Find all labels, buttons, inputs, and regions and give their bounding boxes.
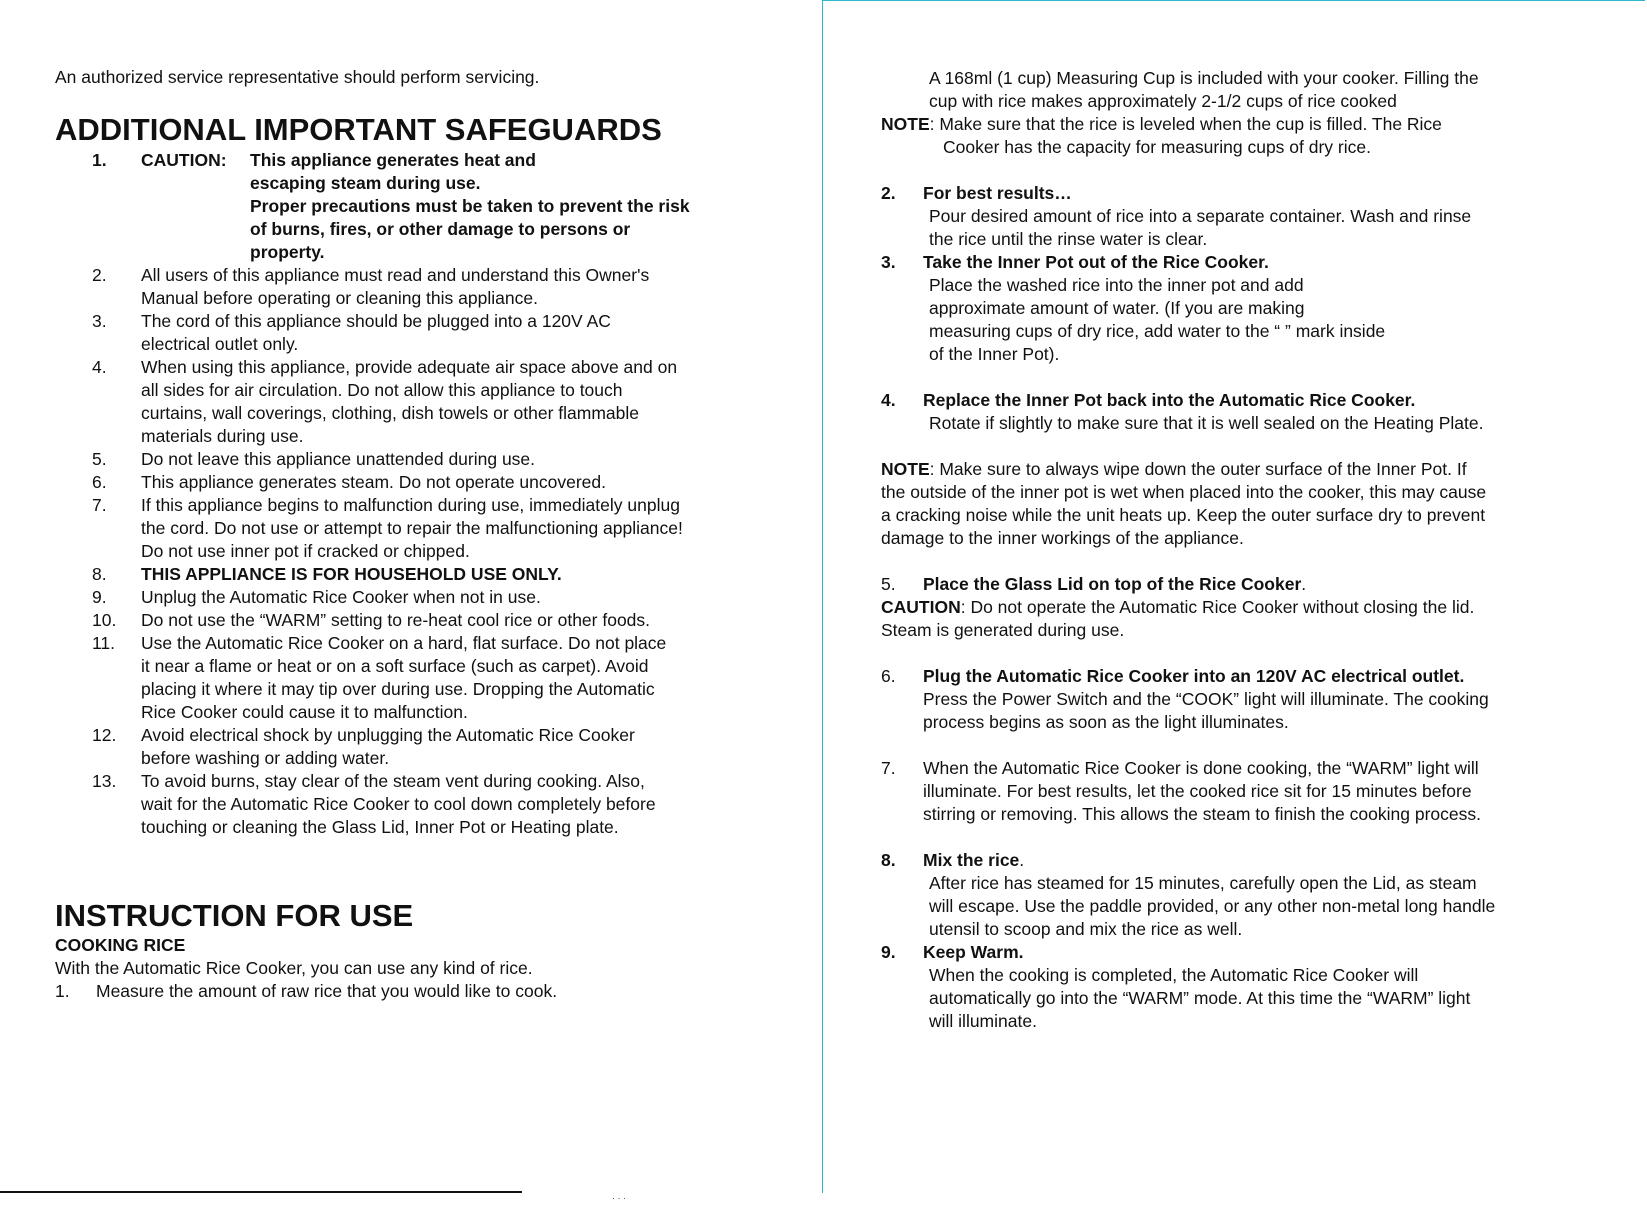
safeguard-line: electrical outlet only.: [141, 334, 299, 354]
safeguard-line: wait for the Automatic Rice Cooker to cool down completely before: [141, 794, 656, 814]
step-9-line: When the cooking is completed, the Automatic Rice Cooker will: [929, 965, 1419, 985]
safeguard-line: Rice Cooker could cause it to malfunction.: [141, 702, 468, 722]
note-2: [881, 458, 1467, 481]
caution-line: Proper precautions must be taken to prevent the risk: [250, 196, 690, 216]
cooking-intro: With the Automatic Rice Cooker, you can use any kind of rice.: [55, 958, 533, 978]
safeguard-line: Manual before operating or cleaning this appliance.: [141, 288, 538, 308]
note-text: Cooker has the capacity for measuring cups of dry rice.: [943, 137, 1371, 157]
step-3-line: Place the washed rice into the inner pot and add: [929, 275, 1304, 295]
step-5-title: Place the Glass Lid on top of the Rice Cooker: [923, 574, 1302, 594]
safeguard-number: 7.: [92, 495, 107, 515]
step-number: 4.: [881, 390, 896, 410]
step-9-line: automatically go into the “WARM” mode. At this time the “WARM” light: [929, 988, 1471, 1008]
safeguard-line: All users of this appliance must read and understand this Owner's: [141, 265, 650, 285]
caution-note: [881, 596, 1474, 619]
step-8-line: utensil to scoop and mix the rice as well.: [929, 919, 1243, 939]
safeguard-line: The cord of this appliance should be plugged into a 120V AC: [141, 311, 611, 331]
note-text: the outside of the inner pot is wet when placed into the cooker, this may cause: [881, 482, 1487, 502]
step-6-title: Plug the Automatic Rice Cooker into an 120V AC electrical outlet.: [923, 666, 1465, 686]
measuring-cup-line: A 168ml (1 cup) Measuring Cup is included with your cooker. Filling the: [929, 68, 1479, 88]
step-5: [923, 573, 1306, 596]
instructions-title: INSTRUCTION FOR USE: [55, 898, 414, 933]
cooking-rice-heading: COOKING RICE: [55, 935, 186, 955]
note-text: a cracking noise while the unit heats up. Keep the outer surface dry to prevent: [881, 505, 1486, 525]
safeguard-line: placing it where it may tip over during use. Dropping the Automatic: [141, 679, 655, 699]
step-2-title: For best results…: [923, 183, 1072, 203]
step-4-title: Replace the Inner Pot back into the Automatic Rice Cooker.: [923, 390, 1416, 410]
step-3-line: approximate amount of water. (If you are making: [929, 298, 1305, 318]
safeguard-line: all sides for air circulation. Do not allow this appliance to touch: [141, 380, 623, 400]
right-page: [822, 0, 1645, 1193]
safeguard-line: Do not leave this appliance unattended during use.: [141, 449, 536, 469]
safeguard-line: before washing or adding water.: [141, 748, 390, 768]
footnote-rule: [0, 1191, 522, 1193]
safeguard-line: Avoid electrical shock by unplugging the Automatic Rice Cooker: [141, 725, 635, 745]
safeguard-line: the cord. Do not use or attempt to repair the malfunctioning appliance!: [141, 518, 683, 538]
safeguard-line: touching or cleaning the Glass Lid, Inner Pot or Heating plate.: [141, 817, 619, 837]
caution-label: CAUTION: [881, 597, 961, 617]
caution-line: of burns, fires, or other damage to persons or: [250, 219, 631, 239]
safeguard-number: 6.: [92, 472, 107, 492]
note-text: : Make sure that the rice is leveled when the cup is filled. The Rice: [929, 114, 1442, 134]
safeguard-number: 9.: [92, 587, 107, 607]
safeguard-line: Unplug the Automatic Rice Cooker when not in use.: [141, 587, 541, 607]
safeguard-line: Use the Automatic Rice Cooker on a hard, flat surface. Do not place: [141, 633, 667, 653]
step-3-title: Take the Inner Pot out of the Rice Cooker.: [923, 252, 1269, 272]
footnote-mark: · · ·: [612, 1193, 626, 1203]
safeguard-line: When using this appliance, provide adequate air space above and on: [141, 357, 678, 377]
safeguard-number: 2.: [92, 265, 107, 285]
service-note: An authorized service representative should perform servicing.: [55, 67, 540, 87]
step-2-line: the rice until the rinse water is clear.: [929, 229, 1208, 249]
step-8: [923, 849, 1024, 872]
safeguard-line: Do not use inner pot if cracked or chipped.: [141, 541, 470, 561]
step-number: 5.: [881, 574, 896, 594]
safeguard-number: 5.: [92, 449, 107, 469]
step-8-line: After rice has steamed for 15 minutes, carefully open the Lid, as steam: [929, 873, 1477, 893]
safeguard-line: This appliance generates steam. Do not operate uncovered.: [141, 472, 607, 492]
measuring-cup-line: cup with rice makes approximately 2-1/2 cups of rice cooked: [929, 91, 1397, 111]
step-5-title-end: .: [1301, 574, 1307, 594]
safeguard-number: 13.: [92, 771, 117, 791]
step-8-title-end: .: [1019, 850, 1025, 870]
safeguard-number: 1.: [92, 150, 107, 170]
note-text: : Make sure to always wipe down the outer surface of the Inner Pot. If: [929, 459, 1467, 479]
left-page: [0, 0, 820, 1203]
step-7-line: When the Automatic Rice Cooker is done cooking, the “WARM” light will: [923, 758, 1479, 778]
step-3-line: measuring cups of dry rice, add water to the “ ” mark inside: [929, 321, 1386, 341]
step-number: 7.: [881, 758, 896, 778]
safeguard-line: curtains, wall coverings, clothing, dish towels or other flammable: [141, 403, 639, 423]
step-number: 1.: [55, 981, 70, 1001]
step-7-line: stirring or removing. This allows the steam to finish the cooking process.: [923, 804, 1481, 824]
step-6-line: Press the Power Switch and the “COOK” light will illuminate. The cooking: [923, 689, 1489, 709]
household-use-warning: THIS APPLIANCE IS FOR HOUSEHOLD USE ONLY.: [141, 564, 562, 584]
caution-text: Steam is generated during use.: [881, 620, 1125, 640]
step-4-line: Rotate if slightly to make sure that it is well sealed on the Heating Plate.: [929, 413, 1484, 433]
safeguard-line: If this appliance begins to malfunction during use, immediately unplug: [141, 495, 680, 515]
caution-label: CAUTION:: [141, 150, 227, 170]
safeguard-line: Do not use the “WARM” setting to re-heat cool rice or other foods.: [141, 610, 651, 630]
step-number: 9.: [881, 942, 896, 962]
note-text: damage to the inner workings of the appliance.: [881, 528, 1244, 548]
step-7-line: illuminate. For best results, let the cooked rice sit for 15 minutes before: [923, 781, 1472, 801]
step-9-title: Keep Warm.: [923, 942, 1024, 962]
caution-line: This appliance generates heat and: [250, 150, 536, 170]
safeguard-number: 4.: [92, 357, 107, 377]
step-2-line: Pour desired amount of rice into a separate container. Wash and rinse: [929, 206, 1472, 226]
safeguard-number: 10.: [92, 610, 117, 630]
safeguards-title: ADDITIONAL IMPORTANT SAFEGUARDS: [55, 112, 662, 147]
step-number: 3.: [881, 252, 896, 272]
safeguard-number: 12.: [92, 725, 117, 745]
safeguard-number: 8.: [92, 564, 107, 584]
safeguard-number: 3.: [92, 311, 107, 331]
note-1: [881, 113, 1442, 136]
step-9-line: will illuminate.: [929, 1011, 1037, 1031]
safeguard-line: To avoid burns, stay clear of the steam vent during cooking. Also,: [141, 771, 645, 791]
note-label: NOTE: [881, 459, 930, 479]
step-number: 6.: [881, 666, 896, 686]
safeguard-number: 11.: [92, 633, 116, 653]
step-3-line: of the Inner Pot).: [929, 344, 1060, 364]
step-8-title: Mix the rice: [923, 850, 1020, 870]
step-8-line: will escape. Use the paddle provided, or any other non-metal long handle: [929, 896, 1496, 916]
caution-line: escaping steam during use.: [250, 173, 481, 193]
caution-line: property.: [250, 242, 325, 262]
step-6-line: process begins as soon as the light illuminates.: [923, 712, 1289, 732]
caution-text: : Do not operate the Automatic Rice Cooker without closing the lid.: [960, 597, 1475, 617]
note-label: NOTE: [881, 114, 930, 134]
step-number: 8.: [881, 850, 896, 870]
safeguard-line: it near a flame or heat or on a soft surface (such as carpet). Avoid: [141, 656, 649, 676]
step-1-text: Measure the amount of raw rice that you would like to cook.: [96, 981, 558, 1001]
safeguard-line: materials during use.: [141, 426, 304, 446]
step-number: 2.: [881, 183, 896, 203]
